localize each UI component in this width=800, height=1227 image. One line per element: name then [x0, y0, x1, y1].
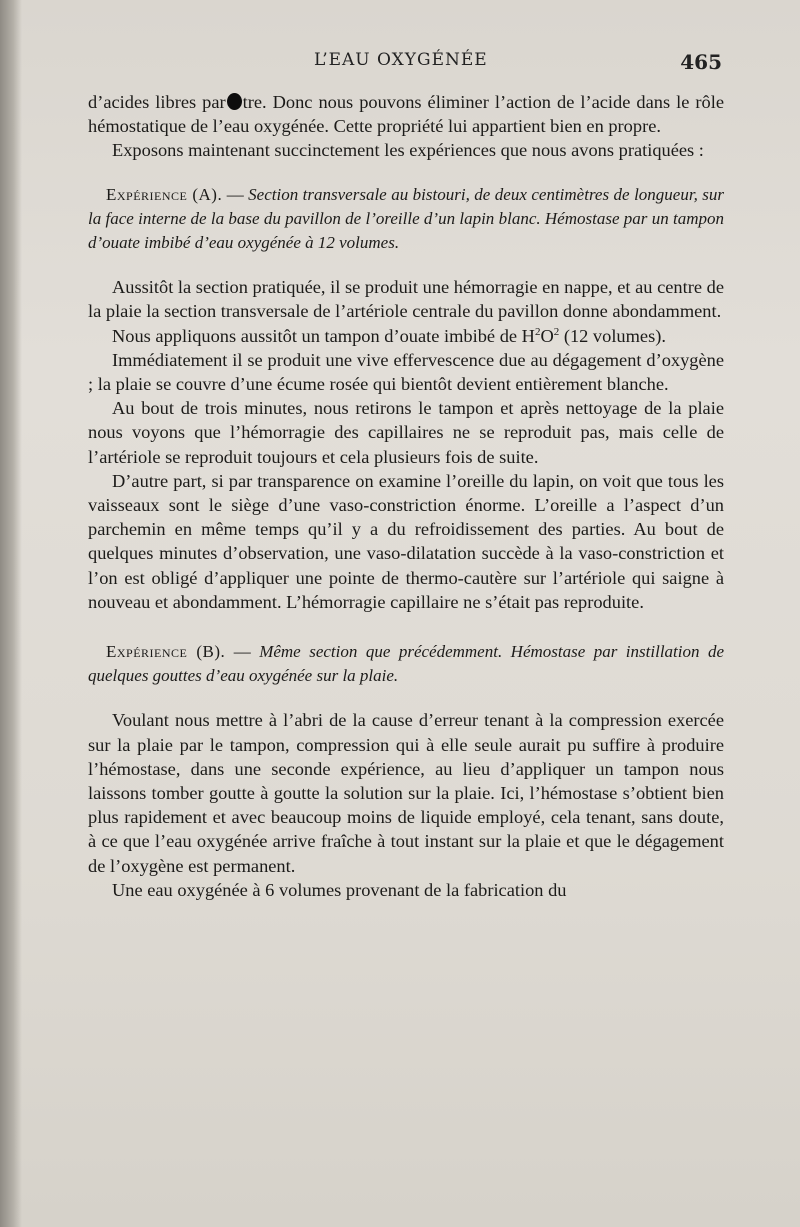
page-body: [88, 90, 724, 902]
experiment-a-label: Expérience (A).: [106, 184, 223, 204]
tampon-volume: (12 volumes).: [559, 325, 666, 346]
experiment-b-label: Expérience (B).: [106, 642, 226, 662]
running-head: L’EAU OXYGÉNÉE: [314, 50, 488, 70]
formula-superscript-2: 2: [553, 325, 560, 338]
experiment-b-dash: —: [225, 642, 260, 662]
page-number: 465: [680, 50, 722, 74]
paragraph-text-start: d’acides libres par: [88, 92, 226, 112]
paragraph-hemorrhage: Aussitôt la section pratiquée, il se produit une hémorragie en nappe, et au centre de la plaie la section transversale de l’artériole centrale du pavillon donne abondamment.: [88, 277, 724, 322]
page-header: [0, 50, 800, 78]
formula-oxygen: O: [540, 325, 554, 346]
paragraph-six-volumes: Une eau oxygénée à 6 volumes provenant de la fabrication du: [112, 879, 567, 900]
experiment-b-heading: [88, 640, 724, 688]
experiment-a-heading: [88, 183, 724, 256]
formula-superscript-1: 2: [534, 325, 541, 338]
page-gutter-shadow: [0, 0, 22, 1227]
paragraph-three-minutes: Au bout de trois minutes, nous retirons le tampon et après nettoyage de la plaie nous voyons que l’hémorragie des capillaires ne se reproduit pas, mais celle de l’artériole se reproduit toujours et cela plusieurs fois de suite.: [88, 398, 724, 467]
tampon-text: Nous appliquons aussitôt un tampon d’ouate imbibé de H: [112, 325, 535, 346]
paragraph-effervescence: Immédiatement il se produit une vive effervescence due au dégagement d’oxygène ; la plaie se couvre d’une écume rosée qui bientôt devient entièrement blanche.: [88, 349, 724, 395]
paragraph-transparency: D’autre part, si par transparence on examine l’oreille du lapin, on voit que tous les vaisseaux sont le siège d’une vaso-constriction énorme. L’oreille a l’aspect d’un parchemin en même temps qu’il y a du refroidissement des parties. Au bout de quelques minutes d’observation, une vaso-dilatation succède à la vaso-constriction et l’on est obligé d’appliquer une pointe de thermo-cautère sur l’artériole qui saigne à nouveau et abondamment. L’hémorragie capillaire ne s’était pas reproduite.: [88, 470, 724, 612]
paragraph-continuation: [88, 90, 724, 138]
experiment-a-description: Section transversale au bistouri, de deux centimètres de longueur, sur la face interne de la base du pavillon de l’oreille d’un lapin blanc. Hémostase par un tampon d’ouate imbibé d’eau oxygénée à 12 volumes.: [88, 184, 725, 253]
paragraph-intro-experiments: Exposons maintenant succinctement les expériences que nous avons pratiquées :: [112, 140, 704, 161]
ink-blot-icon: [227, 93, 242, 110]
paragraph-instillation: Voulant nous mettre à l’abri de la cause d’erreur tenant à la compression exercée sur la plaie par le tampon, compression qui à elle seule aurait pu suffire à produire l’hémostase, dans une seconde expérience, au lieu d’appliquer un tampon nous laissons tomber goutte à goutte la solution sur la plaie. Ici, l’hémostase s’obtient bien plus rapidement et avec beaucoup moins de liquide employé, cela tenant, sans doute, à ce que l’eau oxygénée arrive fraîche à tout instant sur la plaie et que le dégagement de l’oxygène est permanent.: [88, 710, 724, 876]
paragraph-text-end: tre. Donc nous pouvons éliminer l’action de l’acide dans le rôle hémostatique de l’eau oxygénée. Cette propriété lui appartient bien en propre.: [88, 92, 724, 137]
experiment-b-description: Même section que précédemment. Hémostase par instillation de quelques gouttes d’eau oxygénée sur la plaie.: [88, 642, 724, 686]
paragraph-tampon: [88, 324, 724, 348]
experiment-a-dash: —: [222, 184, 249, 204]
